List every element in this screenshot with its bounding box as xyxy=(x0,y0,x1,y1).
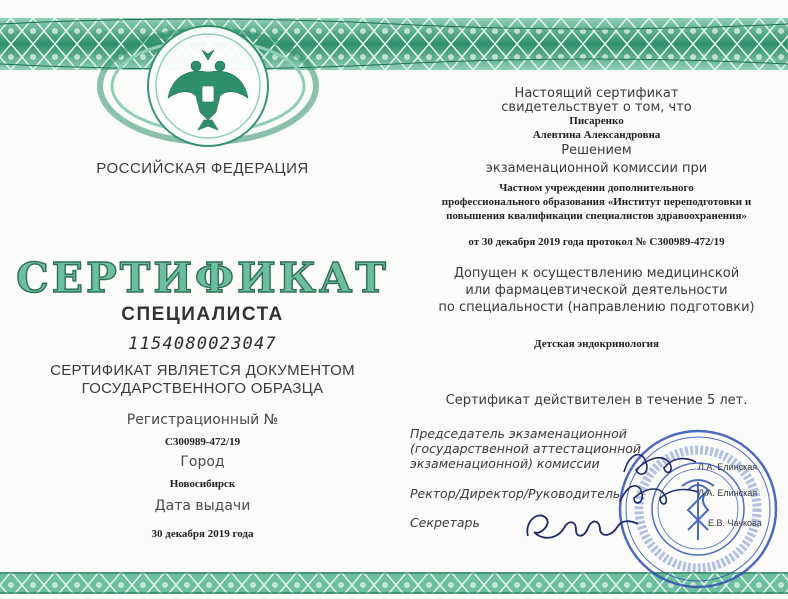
protocol-line: от 30 декабря 2019 года протокол № С300989-472/19 xyxy=(468,236,725,248)
admission-line-1: Допущен к осуществлению медицинской xyxy=(453,266,740,281)
serial-number: 1154080023047 xyxy=(128,334,277,354)
institution-line-2: профессионального образования «Институт переподготовки и xyxy=(441,196,752,208)
reg-number-value: С300989-472/19 xyxy=(164,436,241,448)
coat-of-arms-emblem xyxy=(96,16,320,166)
institution-line-3: повышения квалификации специалистов здравоохранения» xyxy=(446,210,747,222)
validity-statement: Сертификат действителен в течение 5 лет. xyxy=(445,393,748,408)
city-value: Новосибирск xyxy=(169,478,236,490)
document-status-line-1: СЕРТИФИКАТ ЯВЛЯЕТСЯ ДОКУМЕНТОМ xyxy=(50,362,355,379)
city-label: Город xyxy=(180,454,225,470)
document-status-line-2: ГОСУДАРСТВЕННОГО ОБРАЗЦА xyxy=(81,380,324,397)
secretary-name: Е.В. Чачкова xyxy=(708,518,762,528)
rector-label: Ректор/Директор/Руководитель xyxy=(410,486,621,501)
decision-line-2: экзаменационной комиссии при xyxy=(485,161,708,176)
chair-label-line-3: экзаменационной) комиссии xyxy=(410,456,600,471)
certificate-title: СЕРТИФИКАТ xyxy=(16,254,389,302)
chair-label-line-2: (государственной аттестационной xyxy=(410,441,642,456)
certificate-subtitle: СПЕЦИАЛИСТА xyxy=(121,304,284,325)
reg-number-label: Регистрационный № xyxy=(126,412,279,428)
intro-line-1: Настоящий сертификат xyxy=(514,86,679,101)
admission-line-2: или фармацевтической деятельности xyxy=(465,283,728,298)
rector-name: Л.А. Елинская xyxy=(698,488,758,498)
specialty-name: Детская эндокринология xyxy=(534,338,659,350)
chair-name: Л.А. Елинская xyxy=(698,462,758,472)
holder-given-names: Алевтина Александровна xyxy=(532,129,661,141)
admission-line-3: по специальности (направлению подготовки) xyxy=(438,300,755,315)
country-name: РОССИЙСКАЯ ФЕДЕРАЦИЯ xyxy=(96,160,309,177)
secretary-label: Секретарь xyxy=(410,515,480,530)
intro-line-2: свидетельствует о том, что xyxy=(501,100,692,115)
institution-line-1: Частном учреждении дополнительного xyxy=(499,182,694,194)
secretary-signature xyxy=(522,502,642,550)
issue-date-label: Дата выдачи xyxy=(154,498,251,514)
decision-line-1: Решением xyxy=(561,143,632,158)
holder-surname: Писаренко xyxy=(569,115,624,127)
chair-label-line-1: Председатель экзаменационной xyxy=(410,426,627,441)
issue-date-value: 30 декабря 2019 года xyxy=(151,528,254,540)
